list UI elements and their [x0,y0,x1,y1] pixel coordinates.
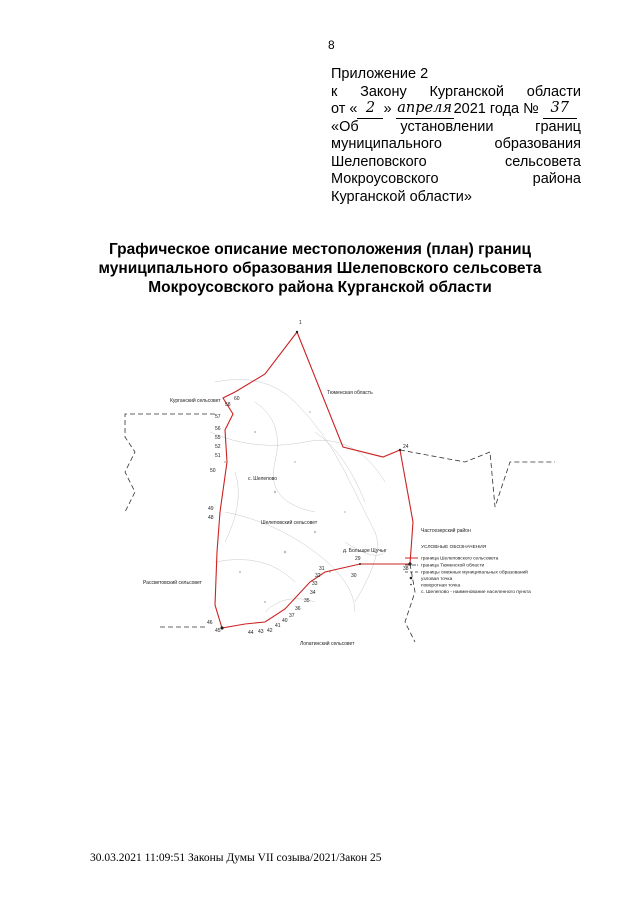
appendix-word: муниципального [331,136,442,152]
point-label: 40 [282,618,288,624]
appendix-word: Шелеповского [331,153,427,170]
point-label: 30 [351,573,357,579]
region-labels [143,390,471,647]
label-kurgan-selsovet: Курганский сельсовет [170,398,221,404]
boundary-map [115,312,555,657]
point-label: 32 [315,573,321,579]
point-label: 57 [215,414,221,420]
handwritten-month: апреля [396,101,454,119]
point-label: 49 [208,506,214,512]
map-legend [405,544,531,595]
legend-item: границы смежных муниципальных образований [421,570,528,576]
point-label: 38 [403,566,409,572]
document-title [60,240,580,297]
adjacent-boundaries [125,414,555,642]
label-shelepovsky-selsovet: Шелеповский сельсовет [261,520,318,526]
label-lopatinsky-selsovet: Лопатинский сельсовет [300,641,355,647]
point-label: 42 [267,628,273,634]
legend-title: УСЛОВНЫЕ ОБОЗНАЧЕНИЯ [421,545,487,550]
point-label: 31 [319,566,325,572]
legend-item: с. Шелепово - наименование населенного пункта [421,590,531,595]
point-label: 45 [215,628,221,634]
label-shelepovo-village: с. Шелепово [248,476,278,482]
point-label: 1 [299,320,302,326]
handwritten-day: 2 [357,101,383,119]
point-label: 36 [295,606,301,612]
point-label: 44 [248,630,254,636]
point-label: 41 [275,623,281,629]
point-label: 60 [234,396,240,402]
label-rassvetovsky-selsovet: Рассветовский сельсовет [143,580,202,586]
point-label: 52 [215,444,221,450]
point-label: 48 [208,515,214,521]
appendix-word: к [331,83,338,100]
appendix-word: района [532,171,581,187]
document-footer: 30.03.2021 11:09:51 Законы Думы VII созыва/2021/Закон 25 [90,852,382,864]
handwritten-law-number: 37 [543,101,577,119]
point-label: 35 [304,598,310,604]
appendix-word: Курганской [429,83,505,100]
date-year: 2021 года № [453,101,539,117]
label-chastoozersky-district: Частоозерский район [421,528,471,534]
appendix-word: установлении [400,118,494,135]
label-tyumen-region: Тюменская область [327,390,373,396]
label-bolshoe-shchuchye: д. Большое Щучье [343,548,387,554]
point-labels [207,320,409,636]
terrain-dots [224,411,366,603]
page-number: 8 [328,38,335,52]
legend-item: узловая точка [421,577,453,582]
appendix-header [331,66,581,206]
appendix-word: образования [494,136,581,152]
appendix-word: сельсовета [505,153,581,170]
appendix-word: «Об [331,118,359,135]
point-label: 56 [215,426,221,432]
date-prefix: от « [331,101,358,117]
appendix-word: границ [535,118,581,135]
title-line-1: Графическое описание местоположения (план) границ [108,241,532,258]
point-label: 29 [355,556,361,562]
legend-item: граница Тюменской области [421,563,485,569]
point-label: 43 [258,629,264,635]
appendix-line-8: Курганской области» [331,188,472,205]
point-label: 55 [215,435,221,441]
point-label: 33 [312,581,318,587]
legend-item: поворотная точка [421,583,461,589]
appendix-word: Мокроусовского [331,171,439,187]
point-label: 58 [225,402,231,408]
point-label: 46 [207,620,213,626]
point-label: 34 [310,590,316,596]
appendix-word: области [526,83,581,100]
point-label: 24 [403,444,409,450]
appendix-line-1: Приложение 2 [331,66,429,82]
point-label: 51 [215,453,221,459]
point-label: 50 [210,468,216,474]
title-line-3: Мокроусовского района Курганской области [148,279,492,296]
appendix-word: Закону [360,83,407,100]
point-label: 37 [289,613,295,619]
terrain-texture [210,380,385,613]
title-line-2: муниципального образования Шелеповского сельсовета [98,260,542,277]
date-quote-close: » [383,101,392,117]
legend-item: граница Шелеповского сельсовета [421,556,499,562]
